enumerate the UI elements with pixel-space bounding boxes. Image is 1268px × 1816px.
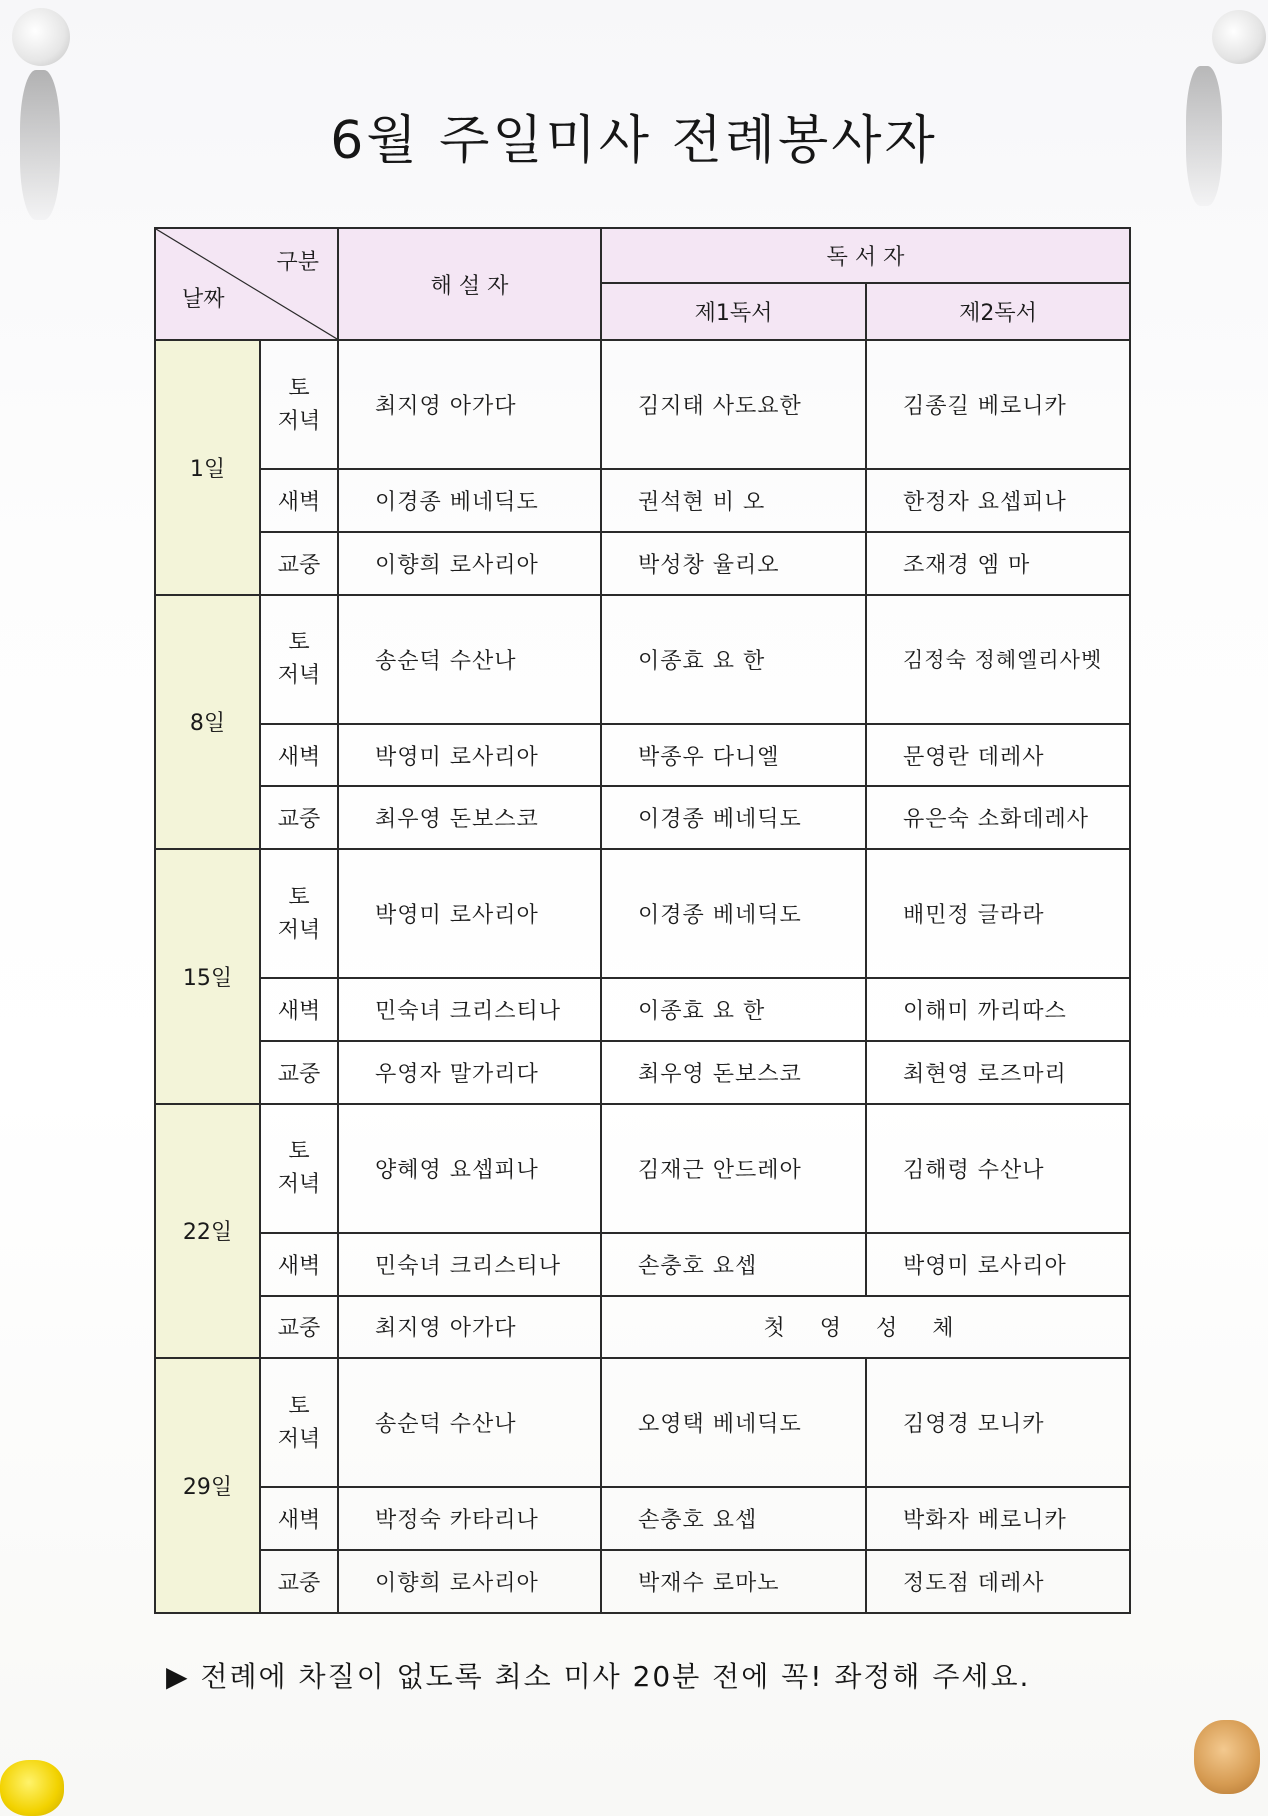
table-row: [155, 1041, 1130, 1104]
table-row: [155, 786, 1130, 849]
commentator-cell: 이경종 베네딕도: [338, 469, 601, 532]
date-cell: 1일: [155, 340, 260, 595]
commentator-cell: 송순덕 수산나: [338, 595, 601, 724]
push-pin-icon: [1194, 1720, 1260, 1794]
reader1-cell: 김재근 안드레아: [601, 1104, 866, 1233]
commentator-cell: 최지영 아가다: [338, 340, 601, 469]
table-row: [155, 1296, 1130, 1359]
mass-type-cell: 새벽: [260, 469, 338, 532]
mass-type-cell: 교중: [260, 532, 338, 595]
mass-type-line: 저녁: [277, 408, 321, 434]
table-row: [155, 849, 1130, 978]
commentator-cell: 최우영 돈보스코: [338, 786, 601, 849]
commentator-cell: 최지영 아가다: [338, 1296, 601, 1359]
mass-type-line: 토: [288, 884, 310, 910]
reader2-cell: 이해미 까리따스: [866, 978, 1130, 1041]
reader1-cell: 이경종 베네딕도: [601, 786, 866, 849]
reading1-header: 제1독서: [601, 283, 866, 340]
mass-type-line: 토: [288, 630, 310, 656]
mass-type-line: 저녁: [277, 1172, 321, 1198]
reader2-cell: 배민정 글라라: [866, 849, 1130, 978]
schedule-table: [154, 227, 1131, 1614]
commentator-cell: 박영미 로사리아: [338, 849, 601, 978]
category-label: 구분: [276, 250, 319, 275]
table-row: [155, 1233, 1130, 1296]
mass-type-cell: [260, 340, 338, 469]
date-cell: 15일: [155, 849, 260, 1104]
commentator-cell: 박정숙 카타리나: [338, 1487, 601, 1550]
mass-type-cell: 교중: [260, 1041, 338, 1104]
commentator-header: 해 설 자: [338, 228, 601, 340]
footer-note: [166, 1655, 1030, 1695]
reader2-cell: 조재경 엠 마: [866, 532, 1130, 595]
readers-header: 독 서 자: [601, 228, 1130, 283]
date-cell: 29일: [155, 1358, 260, 1613]
triangle-marker-icon: ▶: [166, 1660, 190, 1693]
mass-type-cell: 새벽: [260, 978, 338, 1041]
date-cell: 8일: [155, 595, 260, 850]
mass-type-line: 저녁: [277, 663, 321, 689]
commentator-cell: 박영미 로사리아: [338, 724, 601, 787]
table-row: [155, 724, 1130, 787]
reader1-cell: 이종효 요 한: [601, 595, 866, 724]
reader2-cell: 박화자 베로니카: [866, 1487, 1130, 1550]
footer-note-text: 전례에 차질이 없도록 최소 미사 20분 전에 꼭! 좌정해 주세요.: [200, 1660, 1031, 1693]
commentator-cell: 우영자 말가리다: [338, 1041, 601, 1104]
mass-type-line: 저녁: [277, 1426, 321, 1452]
reader1-cell: 김지태 사도요한: [601, 340, 866, 469]
reader1-cell: 권석현 비 오: [601, 469, 866, 532]
table-row: [155, 532, 1130, 595]
reader1-cell: 박종우 다니엘: [601, 724, 866, 787]
commentator-cell: 양혜영 요셉피나: [338, 1104, 601, 1233]
mass-type-cell: 새벽: [260, 724, 338, 787]
reader2-cell: 정도점 데레사: [866, 1550, 1130, 1613]
reader1-cell: 손충호 요셉: [601, 1233, 866, 1296]
mass-type-cell: 교중: [260, 786, 338, 849]
first-communion-cell: 첫 영 성 체: [601, 1296, 1130, 1359]
reader2-cell: 최현영 로즈마리: [866, 1041, 1130, 1104]
reader2-cell: 문영란 데레사: [866, 724, 1130, 787]
commentator-cell: 민숙녀 크리스티나: [338, 978, 601, 1041]
reader2-cell: 김해령 수산나: [866, 1104, 1130, 1233]
commentator-cell: 이향희 로사리아: [338, 532, 601, 595]
commentator-cell: 민숙녀 크리스티나: [338, 1233, 601, 1296]
commentator-cell: 이향희 로사리아: [338, 1550, 601, 1613]
mass-type-cell: 새벽: [260, 1233, 338, 1296]
reader1-cell: 오영택 베네딕도: [601, 1358, 866, 1487]
reader2-cell: 김정숙 정혜엘리사벳: [866, 595, 1130, 724]
table-row: [155, 469, 1130, 532]
table-row: [155, 1487, 1130, 1550]
push-pin-icon: [0, 1760, 64, 1816]
reader2-cell: 유은숙 소화데레사: [866, 786, 1130, 849]
table-row: [155, 1550, 1130, 1613]
mass-type-cell: 교중: [260, 1550, 338, 1613]
corner-header-cell: [155, 228, 338, 340]
table-row: [155, 340, 1130, 469]
reader2-cell: 김종길 베로니카: [866, 340, 1130, 469]
date-cell: 22일: [155, 1104, 260, 1359]
mass-type-line: 저녁: [277, 917, 321, 943]
table-row: [155, 978, 1130, 1041]
push-pin-icon: [12, 8, 70, 66]
reader1-cell: 박성창 율리오: [601, 532, 866, 595]
reader1-cell: 손충호 요셉: [601, 1487, 866, 1550]
reader1-cell: 이종효 요 한: [601, 978, 866, 1041]
reader1-cell: 박재수 로마노: [601, 1550, 866, 1613]
reader1-cell: 최우영 돈보스코: [601, 1041, 866, 1104]
mass-type-line: 토: [288, 375, 310, 401]
mass-type-cell: [260, 849, 338, 978]
mass-type-line: 토: [288, 1393, 310, 1419]
mass-type-cell: 새벽: [260, 1487, 338, 1550]
mass-type-cell: [260, 595, 338, 724]
date-label: 날짜: [182, 287, 225, 312]
mass-type-cell: [260, 1358, 338, 1487]
mass-type-cell: 교중: [260, 1296, 338, 1359]
reading2-header: 제2독서: [866, 283, 1130, 340]
table-row: [155, 1104, 1130, 1233]
mass-type-line: 토: [288, 1139, 310, 1165]
table-row: [155, 595, 1130, 724]
commentator-cell: 송순덕 수산나: [338, 1358, 601, 1487]
table-row: [155, 1358, 1130, 1487]
push-pin-icon: [1212, 10, 1266, 64]
reader2-cell: 박영미 로사리아: [866, 1233, 1130, 1296]
reader1-cell: 이경종 베네딕도: [601, 849, 866, 978]
mass-type-cell: [260, 1104, 338, 1233]
reader2-cell: 김영경 모니카: [866, 1358, 1130, 1487]
reader2-cell: 한정자 요셉피나: [866, 469, 1130, 532]
page-title: 6월 주일미사 전례봉사자: [330, 111, 938, 171]
